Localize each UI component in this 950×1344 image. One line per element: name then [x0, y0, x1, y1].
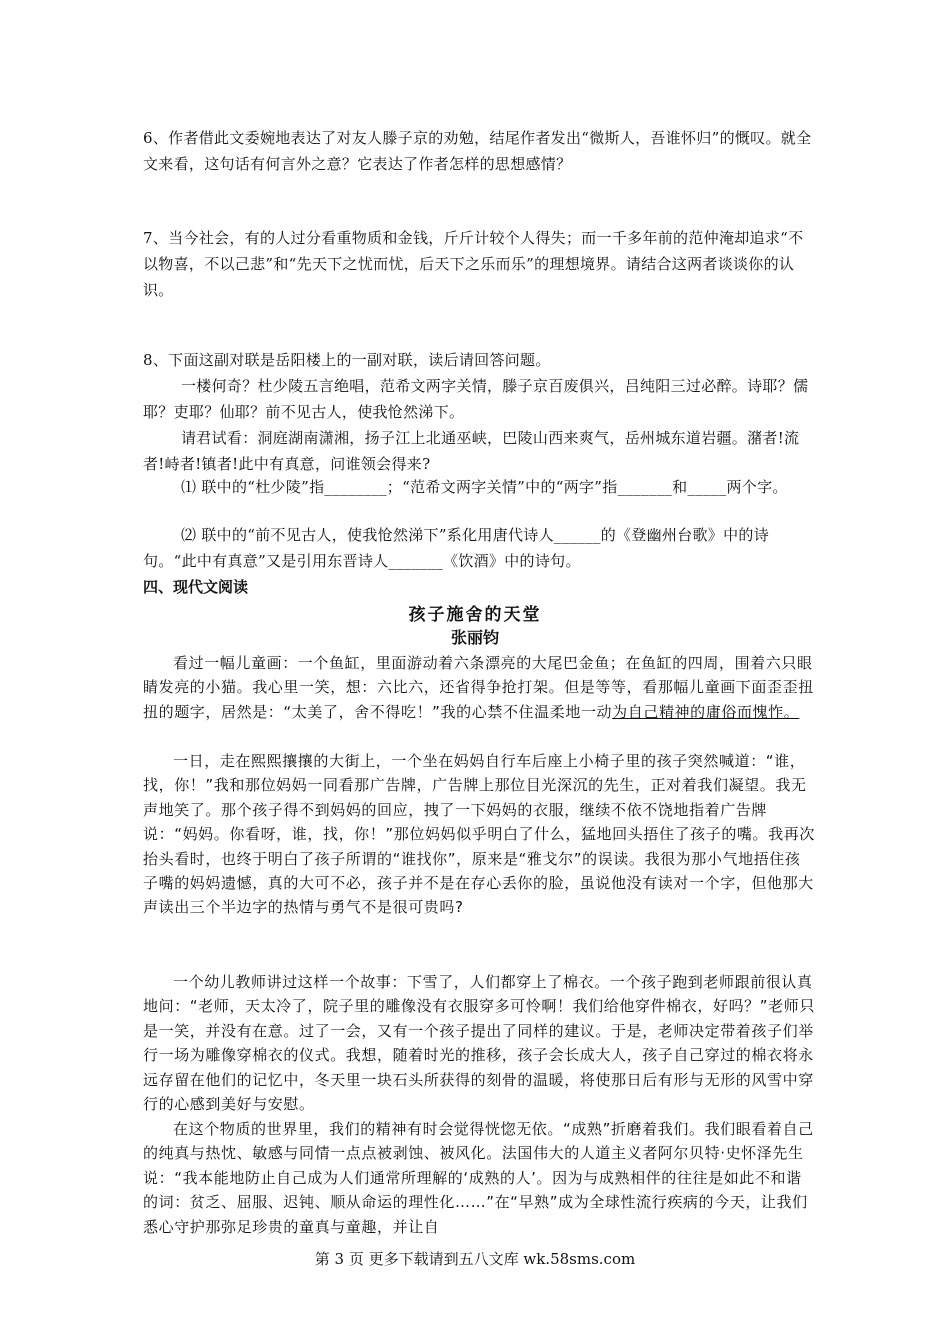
question-6: 6、作者借此文委婉地表达了对友人滕子京的劝勉，结尾作者发出“微斯人，吾谁怀归”的慨叹。就全文来看，这句话有何言外之意？它表达了作者怎样的思想感情？ [143, 129, 812, 173]
question-8-intro: 8、下面这副对联是岳阳楼上的一副对联，读后请回答问题。 [143, 351, 551, 369]
question-7: 7、当今社会，有的人过分看重物质和金钱，斤斤计较个人得失；而一千多年前的范仲淹却追求“不以物喜，不以己悲”和“先天下之忧而忧，后天下之乐而乐”的理想境界。请结合这两者谈谈你的认识。 [143, 229, 804, 299]
article-paragraph-3: 一个幼儿教师讲过这样一个故事：下雪了，人们都穿上了棉衣。一个孩子跑到老师跟前很认真地问：“老师，天太冷了，院子里的雕像没有衣服穿多可怜啊！我们给他穿件棉衣，好吗？”老师只是一笑，并没有在意。过了一会，又有一个孩子提出了同样的建议。于是，老师决定带着孩子们举行一场为雕像穿棉衣的仪式。我想，随着时光的推移，孩子会长成大人，孩子自己穿过的棉衣将永远存留在他们的记忆中，冬天里一块石头所获得的刻骨的温暖，将使那日后有形与无形的风雪中穿行的心感到美好与安慰。 [143, 973, 815, 1114]
article-paragraph-4: 在这个物质的世界里，我们的精神有时会觉得恍惚无依。“成熟”折磨着我们。我们眼看着自己的纯真与热忱、敏感与同情一点点被剥蚀、被风化。法国伟大的人道主义者阿尔贝特·史怀泽先生说：“我本能地防止自己成为人们通常所理解的‘成熟的人’。因为与成熟相伴的往往是如此不和谐的词：贫乏、屈服、迟钝、顺从命运的理性化……”在“早熟”成为全球性流行疾病的今天，让我们悉心守护那弥足珍贵的童真与童趣，并让自 [143, 1120, 814, 1236]
article-title: 孩子施舍的天堂 [408, 605, 542, 625]
paragraph-1-text: 看过一幅儿童画：一个鱼缸，里面游动着六条漂亮的大尾巴金鱼；在鱼缸的四周，围着六只眼睛发亮的小猫。我心里一笑，想：六比六，还省得争抢打架。但是等等，看那幅儿童画下面歪歪扭扭的题字，居然是：“太美了，舍不得吃！”我的心禁不住温柔地一动 [143, 654, 814, 721]
couplet-first-line: 一楼何奇？杜少陵五言绝唱，范希文两字关情，滕子京百废俱兴，吕纯阳三过必醉。诗耶？儒耶？吏耶？仙耶？前不见古人，使我怆然涕下。 [143, 377, 809, 421]
article-author: 张丽钧 [450, 628, 499, 647]
article-paragraph-1 [143, 651, 815, 724]
couplet-second-line: 请君试看：洞庭湖南潇湘，扬子江上北通巫峡，巴陵山西来爽气，岳州城东道岩疆。潴者!流者!峙者!镇者!此中有真意，问谁领会得来? [143, 429, 800, 473]
question-8-sub-2: ⑵ 联中的“前不见古人，使我怆然涕下”系化用唐代诗人______的《登幽州台歌》中的诗句。“此中有真意”又是引用东晋诗人_______《饮酒》中的诗句。 [143, 526, 770, 570]
section-heading: 四、现代文阅读 [143, 578, 249, 596]
article-paragraph-2: 一日，走在熙熙攘攘的大街上，一个坐在妈妈自行车后座上小椅子里的孩子突然喊道：“谁，找，你！”我和那位妈妈一同看那广告牌，广告牌上那位目光深沉的先生，正对着我们凝望。我无声地笑了。那个孩子得不到妈妈的回应，拽了一下妈妈的衣服，继续不依不饶地指着广告牌说：“妈妈。你看呀，谁，找，你！”那位妈妈似乎明白了什么，猛地回头捂住了孩子的嘴。我再次抬头看时，也终于明白了孩子所谓的“谁找你”，原来是“雅戈尔”的误读。我很为那小气地捂住孩子嘴的妈妈遗憾，真的大可不必，孩子并不是在存心丢你的脸，虽说他没有读对一个字，但他那大声读出三个半边字的热情与勇气不是很可贵吗? [143, 752, 815, 917]
page-footer: 第 3 页 更多下载请到五八文库 wk.58sms.com [314, 1250, 636, 1268]
underlined-sentence: 为自己精神的庸俗而愧怍。 [612, 702, 800, 721]
question-8-sub-1: ⑴ 联中的“杜少陵”指________；“范希文两字关情”中的“两字”指_______和_____两个字。 [181, 478, 788, 496]
